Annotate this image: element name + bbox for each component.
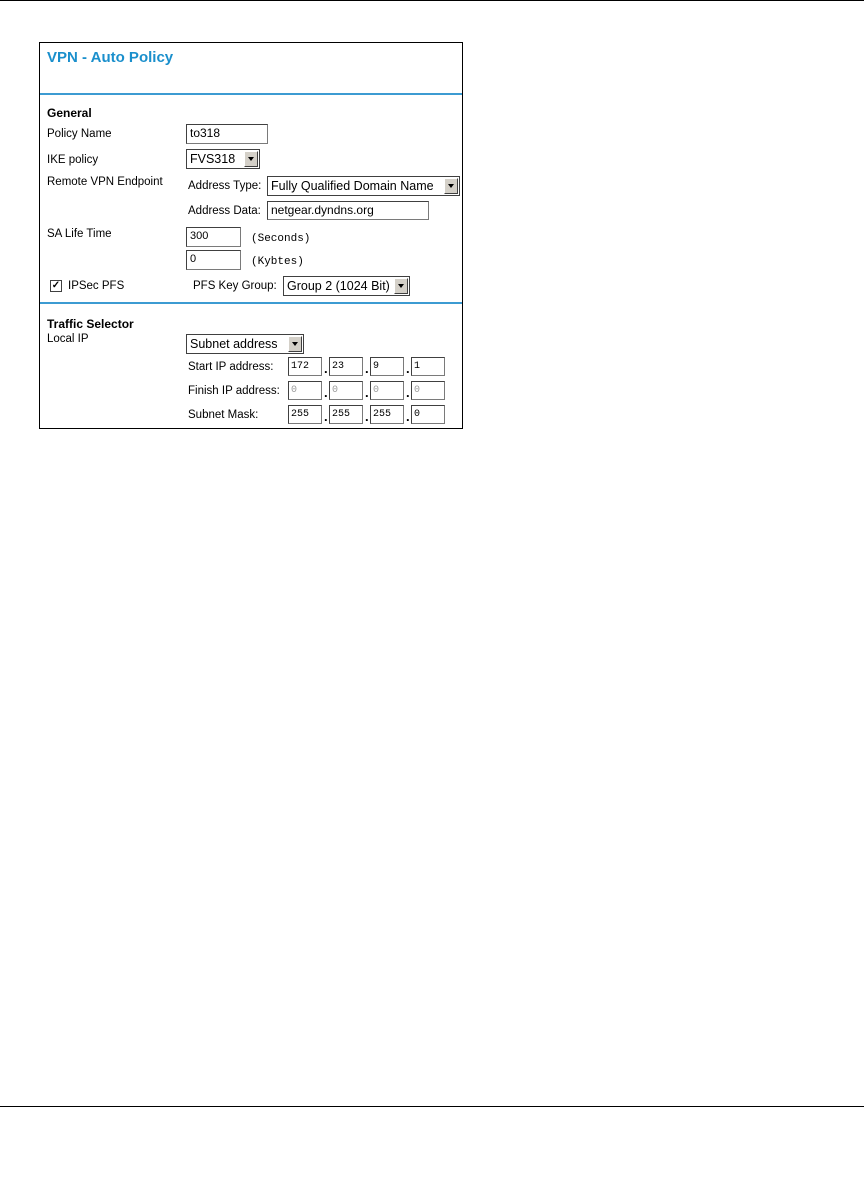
sa-kbytes-unit: (Kybtes) — [251, 256, 304, 268]
pfs-key-group-label: PFS Key Group: — [193, 280, 277, 292]
subnet-mask-label: Subnet Mask: — [188, 409, 259, 421]
sa-life-time-label: SA Life Time — [47, 228, 112, 240]
finish-ip-octet-1[interactable]: 0 — [288, 381, 322, 400]
policy-name-input[interactable]: to318 — [186, 124, 268, 144]
address-type-value: Fully Qualified Domain Name — [271, 179, 434, 193]
ip-dot: . — [406, 361, 410, 376]
local-ip-type-value: Subnet address — [190, 337, 278, 351]
policy-name-label: Policy Name — [47, 128, 112, 140]
start-ip-label: Start IP address: — [188, 361, 274, 373]
start-ip-octet-1[interactable]: 172 — [288, 357, 322, 376]
ip-dot: . — [324, 409, 328, 424]
ipsec-pfs-checkbox[interactable]: ✓ — [51, 280, 61, 291]
page-title: VPN - Auto Policy — [47, 49, 174, 66]
address-data-input[interactable]: netgear.dyndns.org — [267, 201, 429, 220]
ip-dot: . — [365, 409, 369, 424]
finish-ip-label: Finish IP address: — [188, 385, 280, 397]
bottom-rule — [0, 1106, 864, 1107]
ip-dot: . — [365, 361, 369, 376]
sa-kbytes-input[interactable]: 0 — [186, 250, 241, 270]
ike-policy-select[interactable] — [186, 149, 260, 169]
vpn-auto-policy-panel — [39, 42, 463, 429]
chevron-down-icon — [288, 336, 302, 352]
start-ip-octet-4[interactable]: 1 — [411, 357, 445, 376]
subnet-mask-octet-4[interactable]: 0 — [411, 405, 445, 424]
sa-seconds-input[interactable]: 300 — [186, 227, 241, 247]
ip-dot: . — [324, 361, 328, 376]
ipsec-pfs-label: IPSec PFS — [68, 280, 125, 292]
remote-endpoint-label: Remote VPN Endpoint — [47, 176, 163, 188]
subnet-mask-octet-2[interactable]: 255 — [329, 405, 363, 424]
top-rule — [0, 0, 864, 1]
ike-policy-label: IKE policy — [47, 154, 99, 166]
sa-seconds-unit: (Seconds) — [251, 233, 311, 245]
subnet-mask-octet-1[interactable]: 255 — [288, 405, 322, 424]
chevron-down-icon — [244, 151, 258, 167]
local-ip-label: Local IP — [47, 333, 89, 345]
start-ip-octet-3[interactable]: 9 — [370, 357, 404, 376]
finish-ip-octet-3[interactable]: 0 — [370, 381, 404, 400]
ip-dot: . — [365, 385, 369, 400]
ike-policy-value: FVS318 — [190, 152, 236, 166]
local-ip-type-select[interactable] — [186, 334, 304, 354]
subnet-mask-octet-3[interactable]: 255 — [370, 405, 404, 424]
finish-ip-octet-4[interactable]: 0 — [411, 381, 445, 400]
ip-dot: . — [406, 385, 410, 400]
address-type-label: Address Type: — [188, 180, 262, 192]
finish-ip-octet-2[interactable]: 0 — [329, 381, 363, 400]
divider — [40, 93, 462, 95]
ip-dot: . — [324, 385, 328, 400]
divider — [40, 302, 462, 304]
ip-dot: . — [406, 409, 410, 424]
start-ip-octet-2[interactable]: 23 — [329, 357, 363, 376]
chevron-down-icon — [444, 178, 458, 194]
chevron-down-icon — [394, 278, 408, 294]
address-type-select[interactable] — [267, 176, 460, 196]
section-traffic-selector-heading: Traffic Selector — [47, 317, 134, 331]
address-data-label: Address Data: — [188, 205, 261, 217]
section-general-heading: General — [47, 106, 92, 120]
pfs-key-group-value: Group 2 (1024 Bit) — [287, 279, 390, 293]
pfs-key-group-select[interactable] — [283, 276, 410, 296]
